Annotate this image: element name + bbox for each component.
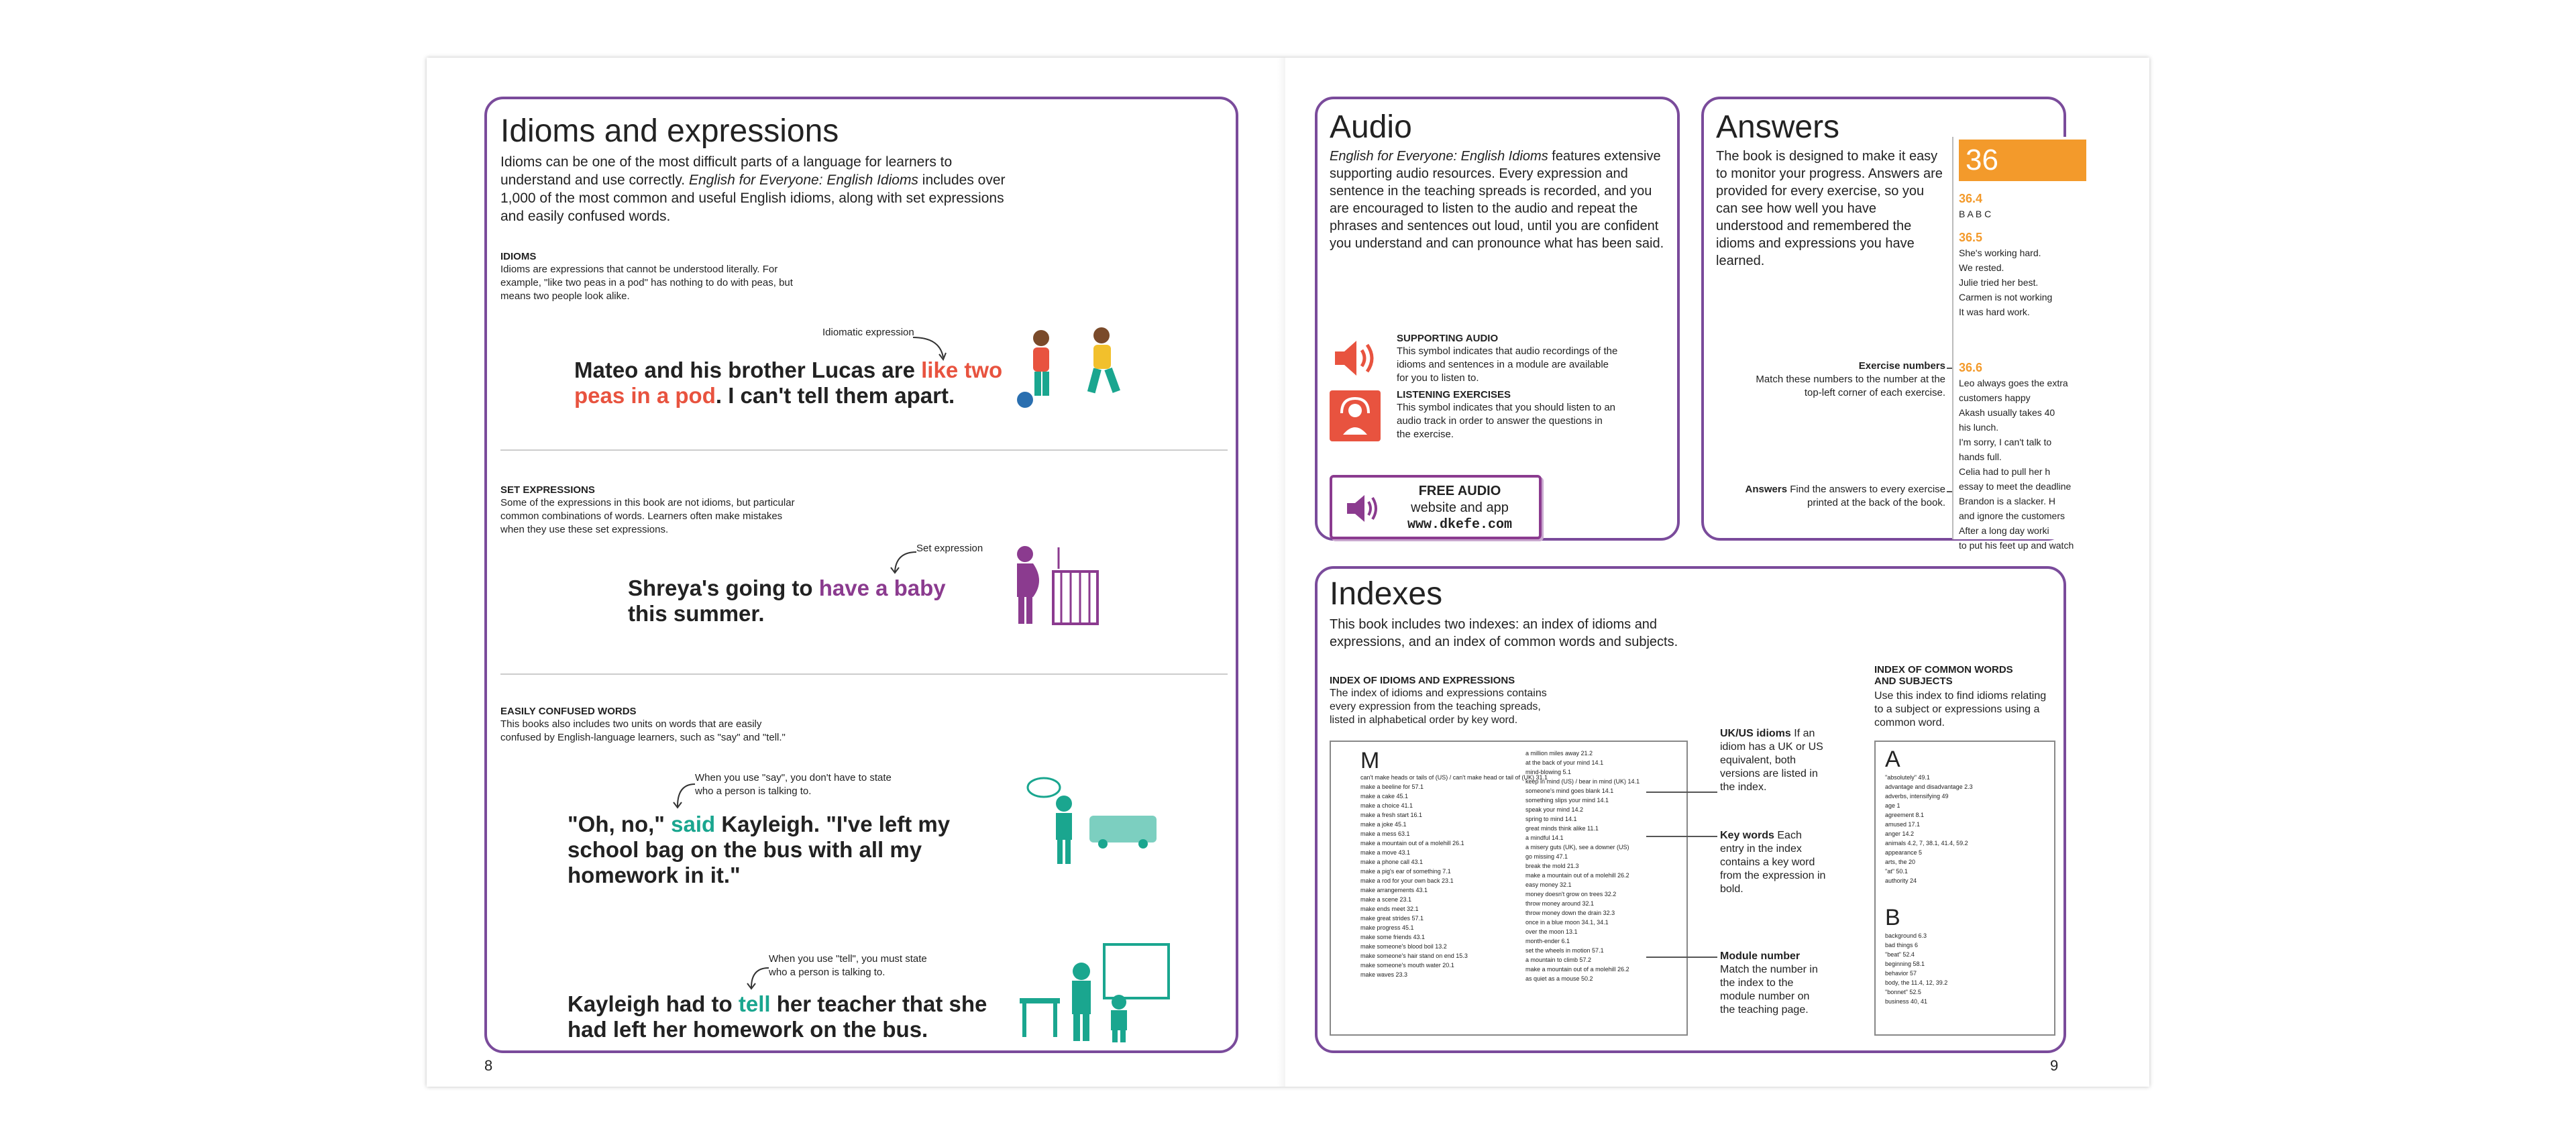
exercise-numbers-text: Match these numbers to the number at the top-left corner of each exercise. (1756, 374, 1945, 398)
index-entry: make a move 43.1 (1360, 849, 1411, 856)
answer-line: After a long day worki (1959, 525, 2049, 536)
index-entry: make a scene 23.1 (1360, 896, 1412, 903)
ukus-note (1720, 727, 1827, 794)
girl-bus-illustration (1017, 777, 1158, 871)
tell-example (568, 991, 1024, 1042)
idiom-example (574, 358, 1004, 409)
indexes-panel (1315, 566, 2066, 1053)
answer-line: Akash usually takes 40 (1959, 407, 2055, 418)
common-index-sample-page (1874, 741, 2055, 1036)
tell-label: When you use "tell", you must state who a person is talking to. (769, 953, 927, 978)
index-entry: make a joke 45.1 (1360, 821, 1407, 828)
index-entry: age 1 (1885, 802, 1900, 809)
set-text: Some of the expressions in this book are not idioms, but particular common combinations of words. Learners often make mistakes when they use these set expressions. (500, 497, 795, 535)
intro-part-1: Idioms can be one of the most difficult parts of a language for learners to understand and use correctly. (500, 154, 953, 188)
leader-line (1646, 957, 1717, 958)
index-entry: make a phone call 43.1 (1360, 859, 1424, 865)
intro-part-2: includes over 1,000 of the most common and useful English idioms, along with set expressions and easily confused words. (500, 172, 1006, 224)
index-entry: make a mess 63.1 (1360, 830, 1410, 837)
keywords-text: Each entry in the index contains a key word from the expression in bold. (1720, 830, 1826, 895)
index-entry: business 40, 41 (1885, 998, 1928, 1005)
index-entry: break the mold 21.3 (1525, 863, 1579, 869)
index-entry: make great strides 57.1 (1360, 915, 1424, 922)
index-entry: make arrangements 43.1 (1360, 887, 1428, 893)
index-entry: animals 4.2, 7, 38.1, 41.4, 59.2 (1885, 840, 1968, 847)
index-entry: go missing 47.1 (1525, 853, 1568, 860)
tell-highlight: tell (738, 991, 771, 1016)
answers-note (1744, 483, 1945, 510)
index-entry: make a fresh start 16.1 (1360, 812, 1423, 818)
exercise-number: 36.5 (1959, 231, 1983, 244)
index-entry: month-ender 6.1 (1525, 938, 1570, 944)
index-letter: B (1885, 905, 1900, 930)
index-entry: mind-blowing 5.1 (1525, 769, 1572, 775)
keywords-note (1720, 829, 1827, 896)
index-entry: make a beeline for 57.1 (1360, 783, 1424, 790)
index-entry: agreement 8.1 (1885, 812, 1925, 818)
exercise-numbers-note (1744, 360, 1945, 400)
answer-line: hands full. (1959, 451, 2002, 462)
index-entry: bad things 6 (1885, 942, 1919, 948)
answers-text: The book is designed to make it easy to monitor your progress. Answers are provided for every exercise, so you can see how well you have understood and remembered the idioms and expressions you have learned. (1716, 149, 1943, 268)
indexes-intro: This book includes two indexes: an index of idioms and expressions, and an index of common words and subjects. (1330, 617, 1678, 649)
answers-bold: Answers (1745, 484, 1788, 495)
set-example-pre: Shreya's going to (628, 576, 819, 600)
confused-text: This books also includes two units on words that are easily confused by English-language learners, such as "say" and "tell." (500, 718, 786, 743)
index-entry: body, the 11.4, 12, 39.2 (1885, 979, 1948, 986)
index-entry: appearance 5 (1885, 849, 1923, 856)
answer-list (1959, 246, 2052, 319)
idioms-panel (484, 97, 1238, 1053)
supporting-heading: SUPPORTING AUDIO (1397, 333, 1499, 344)
index-entry: adverbs, intensifying 49 (1885, 793, 1949, 800)
index-entry: as quiet as a mouse 50.2 (1525, 975, 1593, 982)
index-entry: behavior 57 (1885, 970, 1917, 977)
index-entry: make someone's mouth water 20.1 (1360, 962, 1454, 969)
set-heading: SET EXPRESSIONS (500, 484, 595, 496)
index-entry: a mountain to climb 57.2 (1525, 957, 1592, 963)
index-entry: throw money down the drain 32.3 (1525, 910, 1615, 916)
free-audio-url: www.dkefe.com (1407, 517, 1513, 533)
index-entry: speak your mind 14.2 (1525, 806, 1584, 813)
teacher-illustration (1017, 938, 1171, 1045)
answer-line: essay to meet the deadline (1959, 481, 2072, 492)
intro-book-title: English for Everyone: English Idioms (688, 172, 918, 188)
left-page (427, 58, 1291, 1087)
module-note (1720, 950, 1827, 1017)
answers-title: Answers (1716, 109, 1840, 145)
index-entry: a mindful 14.1 (1525, 834, 1564, 841)
say-example (568, 812, 1024, 888)
index-entry: spring to mind 14.1 (1525, 816, 1577, 822)
tell-example-post: her teacher that she had left her homework on the bus. (568, 991, 987, 1042)
answer-line: She's working hard. (1959, 248, 2041, 258)
answer-line: Brandon is a slacker. H (1959, 496, 2055, 506)
index-entry: "at" 50.1 (1885, 868, 1908, 875)
idioms-index-text: The index of idioms and expressions contains every expression from the teaching spreads, listed in alphabetical order by key word. (1330, 688, 1547, 726)
index-entry: make someone's hair stand on end 15.3 (1360, 953, 1468, 959)
index-entry: money doesn't grow on trees 32.2 (1525, 891, 1617, 897)
index-entry: make ends meet 32.1 (1360, 906, 1419, 912)
leader-line (1646, 792, 1717, 793)
answer-line: Julie tried her best. (1959, 277, 2039, 288)
index-entry: at the back of your mind 14.1 (1525, 759, 1604, 766)
answer-line: customers happy (1959, 392, 2031, 403)
index-entry: authority 24 (1885, 877, 1917, 884)
set-example (628, 576, 950, 627)
answer-line: Leo always goes the extra (1959, 378, 2068, 388)
index-letter: M (1360, 748, 1380, 773)
index-entry: make a pig's ear of something 7.1 (1360, 868, 1451, 875)
index-entry: anger 14.2 (1885, 830, 1915, 837)
speaker-icon (1330, 333, 1381, 384)
answer-line: We rested. (1959, 262, 2004, 273)
index-entry: someone's mind goes blank 14.1 (1525, 787, 1614, 794)
index-entry: advantage and disadvantage 2.3 (1885, 783, 1973, 790)
keywords-bold: Key words (1720, 830, 1774, 841)
free-audio-line-1: FREE AUDIO (1418, 484, 1501, 498)
set-highlight: have a baby (818, 576, 946, 600)
index-entry: a misery guts (UK), see a downer (US) (1525, 844, 1629, 851)
index-entry: "beat" 52.4 (1885, 951, 1915, 958)
index-entry: make a mountain out of a molehill 26.2 (1525, 966, 1629, 973)
tell-example-pre: Kayleigh had to (568, 991, 739, 1016)
indexes-title: Indexes (1330, 576, 1443, 612)
audio-panel (1315, 97, 1680, 541)
headphones-icon (1330, 390, 1381, 441)
speaker-icon (1344, 490, 1385, 527)
page-title: Idioms and expressions (500, 113, 839, 149)
idiom-label: Idiomatic expression (822, 327, 914, 338)
answers-note-text: Find the answers to every exercise printed at the back of the book. (1787, 484, 1945, 508)
answer-line: I'm sorry, I can't talk to (1959, 437, 2052, 447)
say-label: When you use "say", you don't have to state who a person is talking to. (695, 772, 892, 797)
divider (500, 449, 1228, 451)
index-entry: beginning 58.1 (1885, 961, 1925, 967)
index-entry: set the wheels in motion 57.1 (1525, 947, 1604, 954)
answer-line: and ignore the customers (1959, 510, 2065, 521)
idioms-index-heading: INDEX OF IDIOMS AND EXPRESSIONS (1330, 675, 1515, 686)
answers-panel (1701, 97, 2074, 551)
answer-line: B A B C (1959, 209, 1992, 219)
index-entry: make a rod for your own back 23.1 (1360, 877, 1454, 884)
answer-line: his lunch. (1959, 422, 1999, 433)
page-number: 8 (484, 1057, 493, 1074)
common-index-text: Use this index to find idioms relating to a subject or expressions using a common word. (1874, 690, 2047, 728)
confused-heading: EASILY CONFUSED WORDS (500, 706, 637, 717)
listening-heading: LISTENING EXERCISES (1397, 389, 1511, 400)
arrow-icon (668, 781, 702, 810)
index-entry: amused 17.1 (1885, 821, 1921, 828)
index-entry: background 6.3 (1885, 932, 1927, 939)
index-entry: throw money around 32.1 (1525, 900, 1595, 907)
index-entry: make some friends 43.1 (1360, 934, 1426, 940)
listening-text: This symbol indicates that you should listen to an audio track in order to answer the questions in the exercise. (1397, 402, 1616, 440)
index-entry: make someone's blood boil 13.2 (1360, 943, 1447, 950)
idiom-example-post: . I can't tell them apart. (715, 383, 955, 408)
free-audio-line-2: website and app (1411, 500, 1509, 515)
set-example-post: this summer. (628, 601, 765, 626)
answer-page-sample (1952, 137, 2074, 551)
arrow-icon (742, 965, 775, 991)
say-example-post: Kayleigh. "I've left my school bag on the bus with all my homework in it." (568, 812, 951, 887)
index-entry: "absolutely" 49.1 (1885, 774, 1930, 781)
pregnant-woman-illustration (1010, 542, 1104, 629)
answer-list (1959, 376, 2074, 553)
index-entry: something slips your mind 14.1 (1525, 797, 1609, 804)
index-entry: easy money 32.1 (1525, 881, 1572, 888)
index-entry: make waves 23.3 (1360, 971, 1408, 978)
right-page (1285, 58, 2149, 1087)
audio-title: Audio (1330, 109, 1412, 145)
exercise-number: 36.4 (1959, 192, 1983, 205)
index-entry: make a cake 45.1 (1360, 793, 1409, 800)
index-letter: A (1885, 747, 1900, 772)
idiom-example-pre: Mateo and his brother Lucas are (574, 358, 922, 382)
exercise-number: 36.6 (1959, 361, 1983, 374)
module-bold: Module number (1720, 950, 1801, 962)
idioms-heading: IDIOMS (500, 251, 537, 262)
arrow-icon (890, 549, 923, 576)
index-entry: can't make heads or tails of (US) / can't make head or tail of (UK) 31.1 (1360, 774, 1548, 781)
leader-line (1646, 836, 1717, 837)
set-label: Set expression (916, 543, 983, 554)
boys-illustration (1010, 321, 1144, 421)
supporting-text: This symbol indicates that audio recordings of the idioms and sentences in a module are available for you to listen to. (1397, 345, 1618, 384)
page-number: 9 (2050, 1057, 2059, 1074)
index-entry: make a choice 41.1 (1360, 802, 1413, 809)
answer-line: It was hard work. (1959, 307, 2030, 317)
index-column-b (1885, 931, 2046, 1006)
ukus-bold: UK/US idioms (1720, 728, 1791, 739)
index-entry: a million miles away 21.2 (1525, 750, 1593, 757)
index-entry: arts, the 20 (1885, 859, 1916, 865)
index-entry: keep in mind (US) / bear in mind (UK) 14.1 (1525, 778, 1640, 785)
answer-tab-number: 36 (1959, 140, 2086, 181)
audio-text (1330, 148, 1665, 252)
book-spread (427, 58, 2149, 1087)
exercise-numbers-bold: Exercise numbers (1858, 360, 1945, 372)
divider (500, 673, 1228, 675)
answer-line: Carmen is not working (1959, 292, 2053, 303)
audio-book-title: English for Everyone: English Idioms (1330, 149, 1548, 164)
free-audio-text (1393, 483, 1527, 533)
arrow-icon (910, 334, 950, 361)
ukus-text: If an idiom has a UK or US equivalent, both versions are listed in the index. (1720, 728, 1823, 793)
intro-text (500, 153, 1010, 225)
free-audio-button[interactable] (1330, 475, 1542, 539)
answer-line: to put his feet up and watch (1959, 540, 2074, 551)
index-entry: "bonnet" 52.5 (1885, 989, 1921, 995)
index-entry: over the moon 13.1 (1525, 928, 1578, 935)
index-entry: once in a blue moon 34.1, 34.1 (1525, 919, 1609, 926)
audio-text-body: features extensive supporting audio resources. Every expression and sentence in the teaching spreads is recorded, and you are encouraged to listen to the audio and repeat the phrases and sentences out loud, until you are confident you understand and can pronounce what has been said. (1330, 149, 1664, 251)
idiom-highlight: like two peas in a pod (574, 358, 1003, 408)
index-entry: make a mountain out of a molehill 26.2 (1525, 872, 1629, 879)
common-index-heading: INDEX OF COMMON WORDS AND SUBJECTS (1874, 664, 2013, 687)
index-column-a (1885, 773, 2046, 885)
index-entry: make a mountain out of a molehill 26.1 (1360, 840, 1464, 847)
say-example-pre: "Oh, no," (568, 812, 672, 836)
index-entry: great minds think alike 11.1 (1525, 825, 1599, 832)
module-text: Match the number in the index to the module number on the teaching page. (1720, 964, 1818, 1016)
index-entry: make progress 45.1 (1360, 924, 1414, 931)
answer-line: Celia had to pull her h (1959, 466, 2051, 477)
index-column-2 (1525, 749, 1680, 983)
index-sample-page (1330, 741, 1688, 1036)
idioms-text: Idioms are expressions that cannot be understood literally. For example, "like two peas in a pod" has nothing to do with peas, but means two people look alike. (500, 264, 793, 302)
say-highlight: said (671, 812, 716, 836)
